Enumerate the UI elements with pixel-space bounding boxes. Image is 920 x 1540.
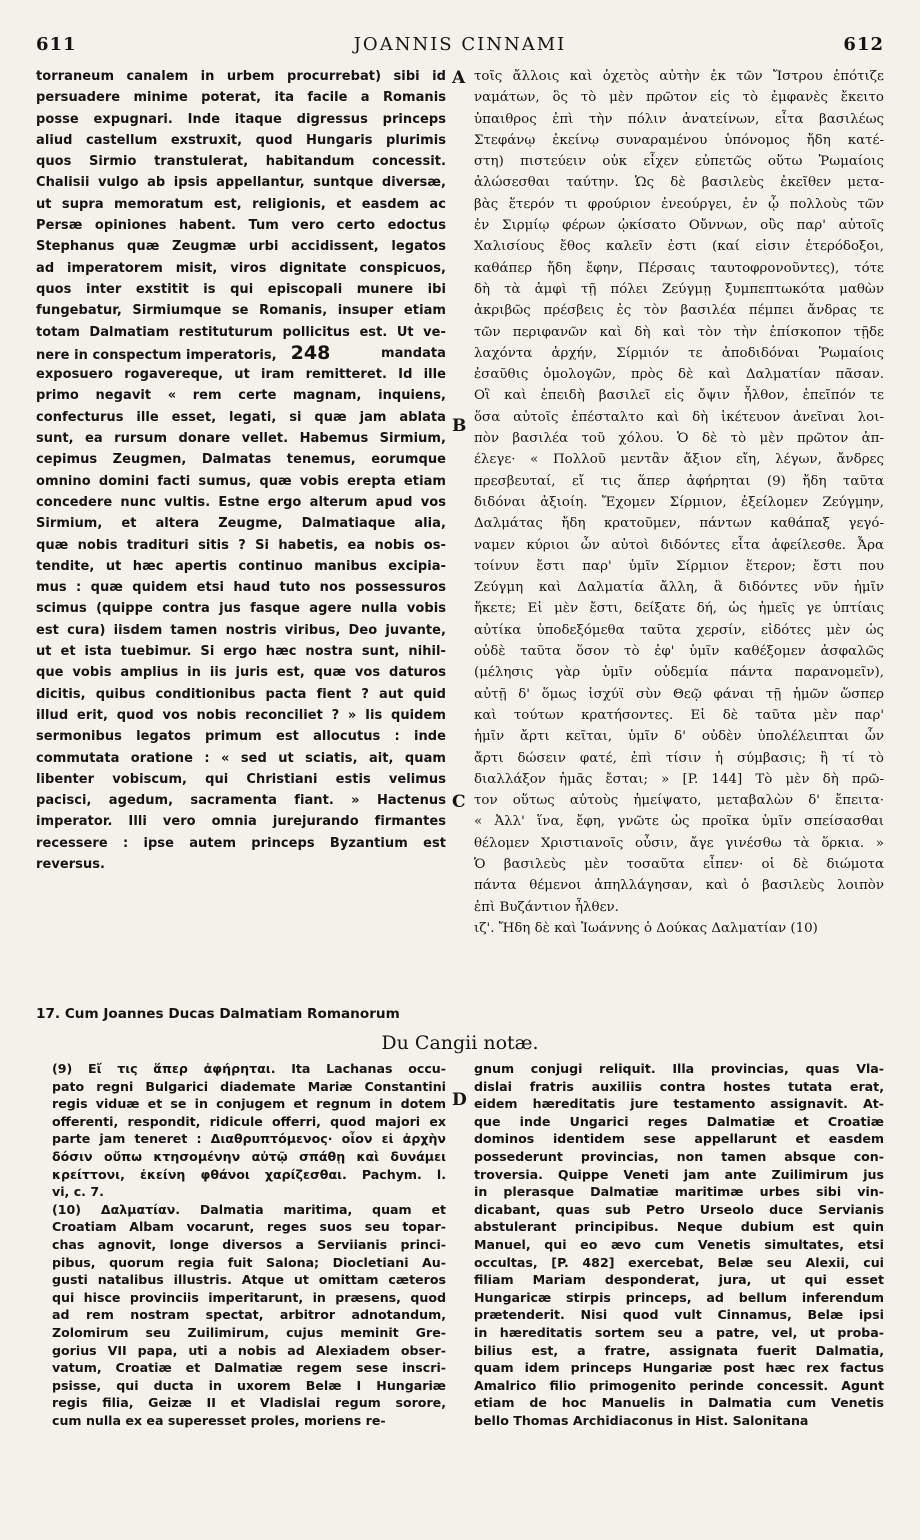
note-line: occultas, [P. 482] exercebat, Belæ seu Alexii, cui [474, 1254, 884, 1270]
greek-text-line: ἁλώσεσθαι ταύτην. Ὡς δὲ βασιλεὺς ἐκεῖθεν μετα- [474, 175, 884, 191]
greek-text-line: θέλομεν Χριστιανοῖς οὖσιν, ἄγε γινέσθω τὰ ὅρκια. » [474, 835, 884, 851]
latin-text-line: quæ nobis tradituri sitis ? Si habetis, ea nobis os- [36, 537, 446, 553]
note-line: gnum conjugi reliquit. Illa provincias, quas Vla- [474, 1061, 884, 1076]
note-line: possederunt provincias, non tamen absque con- [474, 1148, 884, 1164]
latin-text-line: persuadere minime poterat, ita facile a Romanis [36, 90, 446, 106]
note-line: qui hisce provinciis imperitarunt, in præsens, quod [52, 1289, 446, 1305]
greek-text-line: Στεφάνῳ ἐκείνῳ συναραμένου ὑπόνομος ἤδη κατέ- [474, 132, 884, 148]
greek-text-line: ναμεν κύριοι ὧν αὐτοὶ διδόντες εἶτα ἀφείλεσθε. Ἆρα [474, 537, 884, 553]
greek-text-line: δὴ τὰ ἀμφὶ τῇ πόλει Ζεύγμῃ ξυμπεπτωκότα μαθὼν [474, 281, 884, 297]
greek-text-line: τοίνυν ἔστι παρ' ὑμῖν Σίρμιον ἕτερον; ἔστι που [474, 558, 884, 574]
greek-text-line: καὶ τούτων κρατήσοντες. Εἰ δὲ ταῦτα μὲν παρ' [474, 707, 884, 723]
note-line: offerenti, respondit, ridicule offerri, quod majori ex [52, 1113, 446, 1129]
note-line: κρείττονι, ἐκείνη φθάνοι χαρίζεσθαι. Pachym. l. [52, 1166, 446, 1182]
latin-text-line: posse expugnari. Inde itaque digressus princeps [36, 111, 446, 127]
running-title: JOANNIS CINNAMI [353, 34, 567, 55]
note-line: Amalrico filio primogenito perinde concessit. Agunt [474, 1377, 884, 1393]
note-line: Zolomirum seu Zuilimirum, cujus meminit Gre- [52, 1324, 446, 1340]
notes-title: Du Cangii notæ. [381, 1032, 539, 1054]
notes-right-column [474, 1060, 884, 1429]
latin-text-column [36, 66, 446, 875]
greek-text-line: « Ἀλλ' ἵνα, ἔφη, γνῶτε ὡς προῖκα ὑμῖν σπείσασθαι [474, 814, 884, 830]
note-line: in plerasque Dalmatiæ maritimæ urbes sibi vin- [474, 1184, 884, 1200]
note-line: cum nulla ex ea superesset proles, moriens re- [52, 1412, 386, 1428]
latin-text-line: pacisci, agedum, sacramenta fiant. » Hactenus [36, 793, 446, 809]
page-header [36, 34, 884, 62]
latin-text-line: commutata oratione : « sed ut sciatis, ait, quam [36, 750, 446, 766]
latin-text-line: ad imperatorem misit, viros dignitate conspicuos, [36, 260, 446, 276]
note-line: vatum, Croatiæ et Dalmatiæ regem sese inscri- [52, 1360, 446, 1376]
latin-text-line: est cura) iisdem tamen nostris viribus, Deo juvante, [36, 622, 446, 638]
latin-text-line: fungebatur, Sirmiumque se Romanis, insuper etiam [36, 303, 446, 319]
greek-text-line: ἐν Σιρμίῳ φέρων ᾠκίσατο Οὔννων, οὓς παρ' αὐτοῖς [474, 218, 884, 234]
note-line: pibus, quorum regia fuit Salona; Diocletiani Au- [52, 1254, 446, 1270]
margin-marker-d: D [452, 1090, 467, 1110]
note-line: psisse, qui ducta in uxorem Belæ I Hungariæ [52, 1377, 446, 1393]
greek-text-line: ἐπὶ Βυζάντιον ἦλθεν. [474, 899, 619, 915]
greek-text-line: ἐσαῦθις ὁμολογῶν, πρὸς δὲ καὶ Δαλματίαν πᾶσαν. [474, 367, 884, 383]
note-line: dicabant, quas sub Petro Urseolo duce Servianis [474, 1201, 884, 1217]
note-line: ad rem nostram spectat, arbitror adnotandum, [52, 1307, 446, 1323]
page-marker-number: 248 [290, 342, 331, 364]
latin-text-line: ut supra memoratum est, religionis, et easdem ac [36, 196, 446, 212]
latin-text-line: aliud castellum exstruxit, quod Hungaris plurimis [36, 132, 446, 148]
greek-text-line: Χαλισίους ἔθος καλεῖν ἐστι (καί εἰσιν ἑτερόδοξοι, [474, 239, 884, 255]
greek-text-line: τοῖς ἄλλοις καὶ ὀχετὸς αὐτὴν ἐκ τῶν Ἴστρου ἐπότιζε [474, 69, 884, 84]
latin-text-line: Sirmium, et altera Zeugme, Dalmatiaque alia, [36, 516, 446, 532]
note-line: Croatiam Albam vocarunt, reges suos seu topar- [52, 1219, 446, 1235]
note-line: eidem hæreditatis jure testamento assignavit. At- [474, 1096, 884, 1112]
note-line: (10) Δαλματίαν. Dalmatia maritima, quam et [52, 1201, 446, 1217]
greek-text-line: Ζεύγμη καὶ Δαλματία ἄλλη, ἃ διδόντες νῦν ἡμῖν [474, 580, 884, 596]
greek-text-line: ὅσα αὐτοῖς ἐπέσταλτο καὶ δὴ ἱκέτευον ἀνεῖναι λοι- [474, 409, 884, 425]
note-line: bello Thomas Archidiaconus in Hist. Salonitana [474, 1412, 809, 1428]
greek-text-line: έλεγε· « Πολλοῦ μεντἂν ἄξιον εἴη, λέγων, ἄνδρες [474, 452, 884, 468]
note-line: pato regni Bulgarici diademate Mariæ Constantini [52, 1078, 446, 1094]
note-line: que inde Ungarici reges Dalmatiæ et Croatiæ [474, 1113, 884, 1129]
greek-text-line: πὸν βασιλέα τοῦ χόλου. Ὁ δὲ τὸ μὲν πρῶτον ἀπ- [474, 431, 884, 447]
greek-text-line: Οἳ καὶ ἐπειδὴ βασιλεῖ εἰς ὄψιν ἦλθον, ἐπεῖπόν τε [474, 388, 884, 404]
greek-text-line: στη) πιστεύειν οὐκ εἶχεν εὐπετῶς οὕτω Ῥωμαίοις [474, 154, 884, 170]
note-line: gusti natalibus illustris. Atque ut omittam cæteros [52, 1272, 446, 1288]
margin-marker-b: B [452, 416, 467, 436]
greek-text-line: πάντα θέμενοι ἀπηλλάγησαν, καὶ ὁ βασιλεὺς λοιπὸν [474, 878, 884, 894]
greek-text-line: αὐτῇ δ' ὅμως ἰσχύϊ σὺν Θεῷ φάναι τῇ ἡμῶν ὥσπερ [474, 686, 884, 702]
latin-text-line: mus : quæ quidem etsi haud tuto nos possessuros [36, 580, 446, 596]
greek-text-column [474, 66, 884, 939]
greek-text-line: πρεσβευταί, εἴ τις ἅπερ ἀφήρηται (9) ἤδη ταῦτα [474, 473, 884, 489]
margin-marker-c: C [452, 792, 466, 812]
latin-text-line: primo negavit « rem certe magnam, inquiens, [36, 388, 446, 404]
latin-text-line: sermonibus legatos primum est allocutus : inde [36, 729, 446, 745]
latin-text-line: reversus. [36, 856, 106, 872]
page-number-left: 611 [36, 34, 77, 55]
note-line: regis filia, Geizæ II et Vladislai regum sorore, [52, 1395, 446, 1411]
note-line: filiam Mariam desponderat, jura, ut qui esset [474, 1272, 884, 1288]
latin-text-line: quos inter exstitit is qui episcopali munere ibi [36, 281, 446, 297]
greek-text-line: ἀκριβῶς πρέσβεις ἐς τὸν βασιλέα πέμπει ἄνδρας τε [474, 303, 884, 319]
latin-text-line: sunt, ea rursum donare vellet. Habemus Sirmium, [36, 431, 446, 447]
latin-text-line: quos Sirmio transtulerat, habitandum concessit. [36, 154, 446, 170]
latin-text-line: ut et ista tuebimur. Si ergo hæc nostra sunt, nihil- [36, 644, 446, 660]
latin-text-line: Stephanus quæ Zeugmæ urbi accidissent, legatos [36, 239, 446, 255]
latin-text-line: confecturus ille esset, legati, si quæ jam ablata [36, 409, 446, 425]
latin-text-line: Persæ opiniones habent. Tum vero certo edoctus [36, 218, 446, 234]
latin-text-line: concedere nunc vultis. Estne ergo alterum apud vos [36, 494, 446, 510]
note-line: regis viduæ et se in conjugem et regnum in dotem [52, 1096, 446, 1112]
latin-text-line: totam Dalmatiam restituturum pollicitus est. Ut ve- [36, 324, 446, 340]
greek-text-line: Ὁ βασιλεὺς μὲν τοσαῦτα εἶπεν· οἱ δὲ διώμοτα [474, 856, 884, 872]
greek-text-line: λαχόντα ἀρχήν, Σίρμιόν τε ἀποδιδόναι Ῥωμαίοις [474, 345, 884, 361]
note-line: Manuel, qui eo ævo cum Venetis simultates, etsi [474, 1236, 884, 1252]
latin-text-line: omnino domini facti sumus, quæ vobis erepta etiam [36, 473, 446, 489]
greek-text-line: (μέλησις γὰρ ὑμῖν οὐδεμία πάντα παρανομεῖν), [474, 665, 884, 681]
note-line: gorius VII papa, uti a nobis ad Alexiadem obser- [52, 1342, 446, 1358]
note-line: dislai fratris auxiliis contra hostes tutata erat, [474, 1078, 884, 1094]
latin-text-line: cepimus Zeugmen, Dalmatas tenemus, eorumque [36, 452, 446, 468]
note-line: quam idem princeps Hungariæ post hæc rex factus [474, 1360, 884, 1376]
greek-text-line: τον οὕτως αὐτοὺς ἠμείψατο, μεταβαλὼν δ' ἔπειτα· [474, 793, 884, 809]
note-line: parte jam teneret : Διαθρυπτόμενος· οἷον εἰ ἀρχὴν [52, 1131, 446, 1147]
latin-text-line: recessere : ipse autem princeps Byzantium est [36, 835, 446, 851]
greek-text-line: ναμάτων, ὃς τὸ μὲν πρῶτον εἰς τὸ ἐμφανὲς ἔκειτο [474, 90, 884, 106]
note-line: prætenderit. Nisi quod vult Cinnamus, Belæ ipsi [474, 1307, 884, 1323]
greek-text-line: ἄρτι δώσειν φατέ, ἐπὶ τίσιν ἡ σύμβασις; ἢ τί τὸ [474, 750, 884, 766]
latin-text-fragment: nere in conspectum imperatoris, [36, 347, 277, 363]
latin-text-line: exposuero rogavereque, ut iram remitteret. Id ille [36, 367, 446, 383]
note-line: δόσιν οὔπω κτησομένην αὐτῷ σπάθῃ καὶ δυνάμει [52, 1148, 446, 1164]
greek-text-line: διδόναι ἀξιοίη. Ἔχομεν Σίρμιον, ἐξείλομεν Ζεύγμην, [474, 494, 884, 510]
greek-text-line: ἡμῖν ἄρτι κεῖται, ὑμῖν δ' οὐδὲν ὑπολέλειπται ὧν [474, 729, 884, 745]
greek-text-line: διαλλάξον ἡμᾶς ἔσται; » [P. 144] Τὸ μὲν δὴ πρῶ- [474, 771, 884, 787]
greek-text-line: καθάπερ ἤδη ἔφην, Πέρσαις ταυτοφρονοῦντες), τότε [474, 260, 884, 276]
greek-text-line: τῶν περιφανῶν καὶ δὴ καὶ τὸν τὴν ἐπίσκοπον τῇδε [474, 324, 884, 340]
greek-text-line: ὑπαιθρος ἐπὶ τὴν πόλιν ἀνατείνων, εἶτα βασιλέως [474, 111, 884, 127]
note-line: in hæreditatis sortem seu a patre, vel, ut proba- [474, 1324, 884, 1340]
note-line: (9) Εἴ τις ἅπερ ἀφήρηται. Ita Lachanas occu- [52, 1061, 446, 1076]
greek-text-line: αὐτίκα ὑποδεξόμεθα ταῦτα χερσίν, εἰδότες μὲν ὡς [474, 622, 884, 638]
greek-text-line: ιζ'. Ἤδη δὲ καὶ Ἰωάννης ὁ Δούκας Δαλματίαν (10) [474, 920, 818, 936]
latin-text-line: illud erit, quod vos nobis reconciliet ? » Iis quidem [36, 707, 446, 723]
note-line: dominos identidem sese appellarunt et easdem [474, 1131, 884, 1147]
note-line: Hungaricæ stirpis princeps, ad bellum inferendum [474, 1289, 884, 1305]
latin-text-line [36, 343, 446, 364]
section-heading: 17. Cum Joannes Ducas Dalmatiam Romanorum [36, 1006, 400, 1022]
latin-text-line: dicitis, quibus conditionibus pacta fient ? aut quid [36, 686, 446, 702]
latin-text-line: tendite, ut hæc apertis continuo manibus excipia- [36, 558, 446, 574]
notes-left-column [52, 1060, 446, 1429]
note-line: etiam de hoc Manuelis in Dalmatia cum Venetis [474, 1395, 884, 1411]
greek-text-line: ἥκετε; Εἰ μὲν ἔστι, δείξατε δή, ὡς ἡμεῖς γε ὑπτίαις [474, 601, 884, 617]
greek-text-line: Δαλμάτας ἤδη κρατοῦμεν, πάντων καθάπαξ γεγό- [474, 516, 884, 532]
greek-text-line: οὐδὲ ταῦτα ὅσον τὸ ἐφ' ὑμῖν καθέξομεν ἀσφαλῶς [474, 644, 884, 660]
greek-text-line: βὰς ἕτερόν τι φρούριον ἐνεούργει, ἐν ᾧ πολλοὺς τῶν [474, 196, 884, 212]
latin-text-line: que vobis amplius in iis juris est, quæ vos daturos [36, 665, 446, 681]
latin-text-line: libenter vobiscum, qui Christiani estis velimus [36, 771, 446, 787]
latin-text-line: torraneum canalem in urbem procurrebat) sibi id [36, 69, 446, 84]
latin-text-line: imperator. Illi vero omnia jurejurando firmantes [36, 814, 446, 830]
note-line: troversia. Quippe Veneti jam ante Zuilimirum jus [474, 1166, 884, 1182]
margin-marker-a: A [452, 68, 466, 88]
latin-text-line: scimus (quippe contra jus fasque agere nulla vobis [36, 601, 446, 617]
note-line: vi, c. 7. [52, 1184, 104, 1200]
page-number-right: 612 [843, 34, 884, 55]
latin-text-fragment: mandata [381, 345, 446, 361]
note-line: chas agnovit, longe diversos a Serviianis princi- [52, 1236, 446, 1252]
note-line: abstulerant principibus. Neque dubium est quin [474, 1219, 884, 1235]
note-line: bilius est, a fratre, assignata fuerit Dalmatia, [474, 1342, 884, 1358]
latin-text-line: Chalisii vulgo ab ipsis appellantur, suntque diversæ, [36, 175, 446, 191]
